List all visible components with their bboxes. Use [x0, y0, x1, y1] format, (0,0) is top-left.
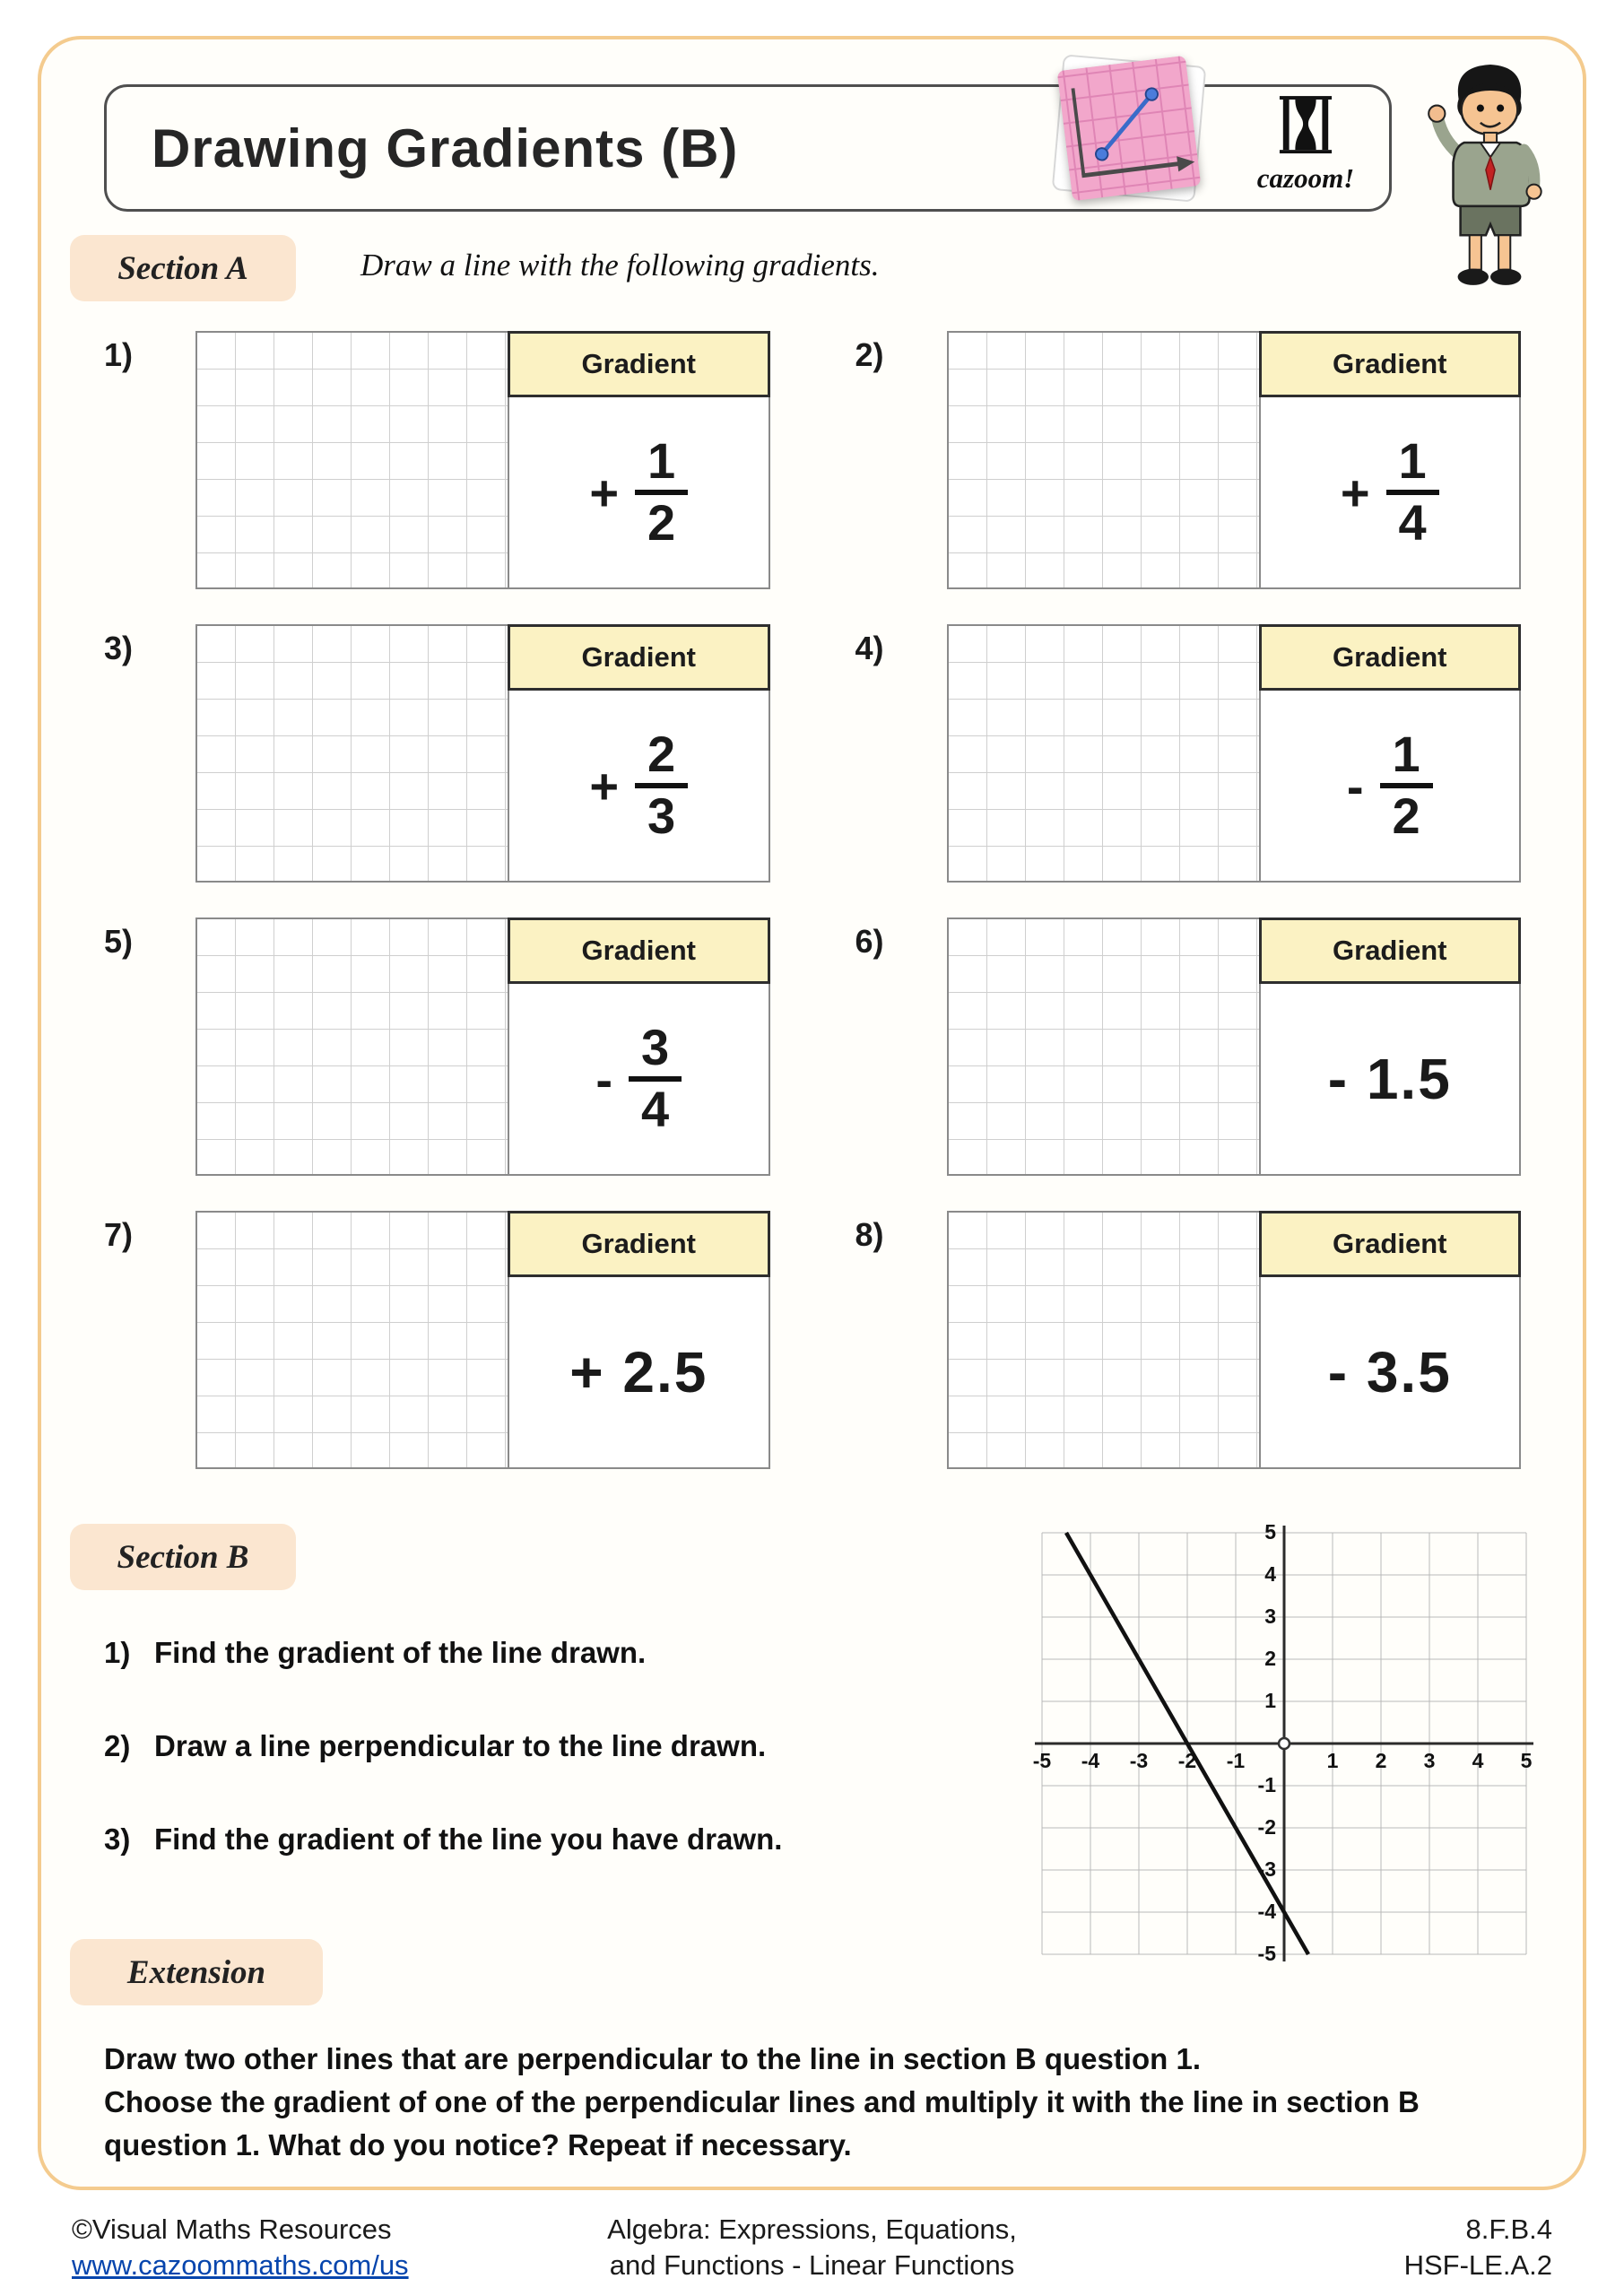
extension-label: Extension [70, 1939, 323, 2005]
question-3 [104, 624, 770, 883]
y-tick-label: -3 [1257, 1857, 1276, 1881]
question-2 [855, 331, 1522, 589]
drawing-grid [949, 1213, 1259, 1467]
section-a-questions [104, 331, 1521, 1469]
gradient-value [1261, 691, 1520, 881]
y-tick-label: 5 [1264, 1520, 1276, 1544]
website-link[interactable]: www.cazoommaths.com/us [72, 2249, 409, 2282]
question-number: 5) [104, 923, 134, 960]
fraction [1380, 726, 1433, 844]
graph-icon [1057, 60, 1201, 196]
question-box [195, 624, 770, 883]
fraction-numerator: 1 [1380, 726, 1433, 788]
x-tick-label: -1 [1226, 1749, 1246, 1772]
fraction-denominator: 2 [647, 494, 676, 551]
question-number: 2) [104, 1729, 131, 1762]
gradient-sign: + [589, 464, 620, 521]
question-number: 1) [104, 1636, 131, 1669]
standard-code-2: HSF-LE.A.2 [1403, 2249, 1552, 2282]
gradient-value [509, 397, 769, 587]
section-b-label: Section B [70, 1524, 296, 1590]
y-tick-label: -2 [1257, 1815, 1276, 1839]
fraction-numerator: 1 [635, 433, 688, 495]
gradient-header: Gradient [1259, 918, 1522, 984]
gradient-header: Gradient [508, 918, 770, 984]
fraction [635, 433, 688, 551]
drawing-grid [197, 626, 508, 881]
gradient-value [509, 984, 769, 1174]
boy-mascot-icon [1422, 63, 1559, 294]
gradient-decimal: + 2.5 [569, 1340, 708, 1405]
fraction-numerator: 2 [635, 726, 688, 788]
question-box [947, 918, 1522, 1176]
cazoom-logo-text: cazoom! [1256, 162, 1355, 194]
x-tick-label: 5 [1520, 1749, 1533, 1772]
extension-paragraph-2: Choose the gradient of one of the perpendicular lines and multiply it with the line in section B question 1. What do you notice? Repeat if necessary. [104, 2084, 1420, 2161]
gradient-sign: - [595, 1050, 612, 1108]
gradient-header: Gradient [508, 624, 770, 691]
standard-code-1: 8.F.B.4 [1465, 2213, 1552, 2245]
gradient-value [1261, 397, 1520, 587]
question-box [947, 1211, 1522, 1469]
question-number: 3) [104, 630, 134, 666]
question-box [195, 331, 770, 589]
page-title: Drawing Gradients (B) [152, 118, 739, 178]
fraction [635, 726, 688, 844]
footer-topic-line-2: and Functions - Linear Functions [609, 2249, 1015, 2282]
question-number: 1) [104, 336, 134, 373]
origin-marker [1279, 1738, 1290, 1749]
x-tick-label: 1 [1326, 1749, 1339, 1772]
gradient-value [1261, 1277, 1520, 1467]
fraction-denominator: 2 [1392, 787, 1420, 844]
copyright-text: ©Visual Maths Resources [72, 2213, 392, 2245]
x-tick-label: -4 [1081, 1749, 1100, 1772]
gradient-panel [508, 1213, 769, 1467]
y-tick-label: 4 [1264, 1562, 1276, 1586]
question-6 [855, 918, 1522, 1176]
question-4 [855, 624, 1522, 883]
gradient-decimal: - 3.5 [1327, 1340, 1452, 1405]
drawing-grid [949, 333, 1259, 587]
y-tick-label: 2 [1264, 1647, 1276, 1670]
fraction-denominator: 4 [1398, 494, 1427, 551]
gradient-decimal: - 1.5 [1327, 1047, 1452, 1111]
question-number: 7) [104, 1216, 134, 1253]
gradient-panel [1259, 626, 1520, 881]
cazoom-logo-icon [1278, 92, 1333, 161]
fraction [1386, 433, 1439, 551]
drawing-grid [197, 333, 508, 587]
extension-paragraph-1: Draw two other lines that are perpendicular to the line in section B question 1. [104, 2042, 1202, 2075]
question-text: Draw a line perpendicular to the line drawn. [154, 1729, 767, 1762]
footer-right [1404, 2212, 1552, 2284]
fraction-denominator: 4 [641, 1081, 670, 1137]
gradient-header: Gradient [1259, 624, 1522, 691]
gradient-value [509, 1277, 769, 1467]
title-box [104, 84, 1392, 212]
question-1 [104, 331, 770, 589]
fraction-numerator: 1 [1386, 433, 1439, 495]
question-box [195, 1211, 770, 1469]
question-number: 3) [104, 1822, 131, 1856]
question-box [947, 331, 1522, 589]
graph-icon-grid [1057, 56, 1202, 201]
gradient-panel [508, 626, 769, 881]
gradient-sign: - [1346, 757, 1364, 814]
section-b-question-2 [104, 1729, 911, 1763]
drawing-grid [949, 626, 1259, 881]
gradient-header: Gradient [508, 331, 770, 397]
x-tick-label: -3 [1129, 1749, 1149, 1772]
gradient-header: Gradient [1259, 331, 1522, 397]
coordinate-grid [1015, 1519, 1553, 1986]
y-tick-label: 1 [1264, 1689, 1276, 1712]
cazoom-logo [1238, 92, 1373, 211]
gradient-value [1261, 984, 1520, 1174]
question-8 [855, 1211, 1522, 1469]
footer-topic-line-1: Algebra: Expressions, Equations, [607, 2213, 1017, 2245]
footer-center [607, 2212, 1017, 2284]
fraction [629, 1020, 682, 1137]
x-tick-label: 2 [1375, 1749, 1387, 1772]
question-number: 6) [855, 923, 884, 960]
gradient-header: Gradient [1259, 1211, 1522, 1277]
fraction-denominator: 3 [647, 787, 676, 844]
y-tick-label: 3 [1264, 1605, 1276, 1628]
gradient-value [509, 691, 769, 881]
section-a-instruction: Draw a line with the following gradients. [360, 248, 880, 283]
question-box [947, 624, 1522, 883]
drawing-grid [197, 1213, 508, 1467]
drawing-grid [197, 919, 508, 1174]
question-number: 4) [855, 630, 884, 666]
gradient-header: Gradient [508, 1211, 770, 1277]
extension-text [104, 2038, 1508, 2167]
section-b-questions [104, 1636, 911, 1916]
gradient-panel [1259, 333, 1520, 587]
question-text: Find the gradient of the line drawn. [154, 1636, 647, 1669]
drawing-grid [949, 919, 1259, 1174]
gradient-sign: + [1340, 464, 1370, 521]
x-tick-label: -2 [1177, 1749, 1197, 1772]
y-tick-label: -4 [1257, 1900, 1276, 1923]
section-b-question-3 [104, 1822, 911, 1857]
footer-left [72, 2212, 409, 2284]
question-number: 8) [855, 1216, 884, 1253]
worksheet-page [38, 36, 1586, 2190]
x-tick-label: -5 [1032, 1749, 1052, 1772]
x-tick-label: 3 [1423, 1749, 1436, 1772]
question-text: Find the gradient of the line you have drawn. [154, 1822, 783, 1856]
gradient-sign: + [589, 757, 620, 814]
section-b-question-1 [104, 1636, 911, 1670]
question-5 [104, 918, 770, 1176]
gradient-panel [1259, 1213, 1520, 1467]
x-tick-label: 4 [1472, 1749, 1484, 1772]
question-7 [104, 1211, 770, 1469]
gradient-panel [508, 919, 769, 1174]
y-tick-label: -1 [1257, 1773, 1276, 1796]
section-a-label: Section A [70, 235, 296, 301]
gradient-panel [1259, 919, 1520, 1174]
question-number: 2) [855, 336, 884, 373]
y-tick-label: -5 [1257, 1942, 1276, 1965]
question-box [195, 918, 770, 1176]
fraction-numerator: 3 [629, 1020, 682, 1082]
gradient-panel [508, 333, 769, 587]
